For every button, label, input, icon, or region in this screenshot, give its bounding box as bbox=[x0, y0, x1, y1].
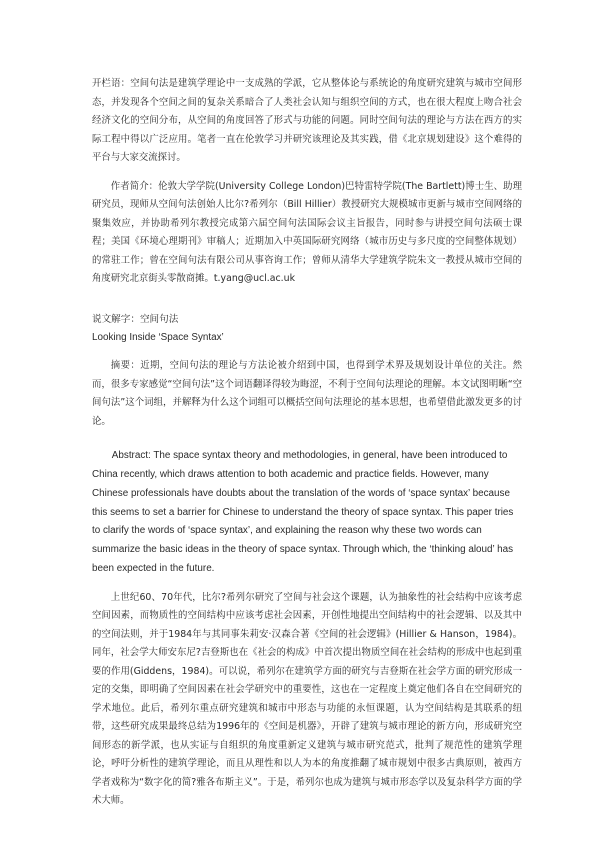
section-title-english: Looking Inside ‘Space Syntax’ bbox=[92, 331, 224, 343]
article-page bbox=[92, 75, 522, 811]
spacer bbox=[92, 579, 522, 589]
abstract-english-paragraph: Abstract: The space syntax theory and methodologies, in general, have been introduced to China recently, which draws attention to both academic and practice fields. However, many Chinese professionals have doubts about the translation of the words of ‘space syntax’ because this seems to set a barrier for Chinese to understand the theory of space syntax. This paper tries to clarify the words of ‘space syntax’, and explaining the reason why these two words can summarize the basic ideas in the theory of space syntax. Through which, the ‘thinking aloud’ has been expected in the future. bbox=[92, 450, 514, 575]
column-intro-paragraph: 开栏语：空间句法是建筑学理论中一支成熟的学派，它从整体论与系统论的角度研究建筑与城市空间形态，并发现各个空间之间的复杂关系暗合了人类社会认知与组织空间的方式，也在很大程度上吻合社会经济文化的空间分布，从空间的角度回答了形式与功能的问题。同时空间句法的理论与方法在西方的实际工程中得以广泛应用。笔者一直在伦敦学习并研究该理论及其实践，借《北京规划建设》这个难得的平台与大家交流探讨。 bbox=[92, 78, 522, 163]
spacer bbox=[92, 289, 522, 311]
author-bio-paragraph: 作者简介：伦敦大学学院(University College London)巴特雷特学院(The Bartlett)博士生、助理研究员，现师从空间句法创始人比尔?希列尔（Bill Hillier）教授研究大规模城市更新与城市空间网络的聚集效应，并协助希列尔教授完成第六届空间句法国际会议主旨报告，同时参与讲授空间句法硕士课程；美国《环境心理期刊》审稿人；近期加入中英国际研究网络（城市历史与多尺度的空间整体规划）的常驻工作；曾在空间句法有限公司从事咨询工作；曾师从清华大学建筑学院朱文一教授从城市空间的角度研究北京街头零散商摊。t.yang@ucl.ac.uk bbox=[92, 180, 522, 284]
abstract-chinese-paragraph: 摘要：近期，空间句法的理论与方法论被介绍到中国，也得到学术界及规划设计单位的关注。然而，很多专家感觉“空间句法”这个词语翻译得较为晦涩，不利于空间句法理论的理解。本文试图明晰“空间句法”这个词组，并解释为什么这个词组可以概括空间句法理论的基本思想，也希望借此激发更多的讨论。 bbox=[92, 360, 522, 427]
spacer bbox=[92, 347, 522, 357]
spacer bbox=[92, 168, 522, 178]
body-paragraph: 上世纪60、70年代，比尔?希列尔研究了空间与社会这个课题，认为抽象性的社会结构中应该考虑空间因素，而物质性的空间结构中应该考虑社会因素，开创性地提出空间结构中的社会逻辑、以及其中的空间法则，并于1984年与其同事朱莉安·汉森合著《空间的社会逻辑》(Hillier & Hanson，1984)。同年，社会学大师安东尼?吉登斯也在《社会的构成》中首次提出物质空间在社会结构的形成中也起到重要的作用(Giddens，1984)。可以说，希列尔在建筑学方面的研究与吉登斯在社会学方面的研究形成一定的交集，即明确了空间因素在社会学研究中的重要性，这也在一定程度上奠定他们各自在空间研究的学术地位。此后，希列尔重点研究建筑和城市中形态与功能的永恒课题，认为空间结构是其联系的纽带，这些研究成果最终总结为1996年的《空间是机器》，开辟了建筑与城市理论的新方向，形成研究空间形态的新学派，也从实证与自组织的角度重新定义建筑与城市研究范式，批判了规范性的建筑学理论，呼吁分析性的建筑学理论，而且从理性和以人为本的角度推翻了城市规划中很多古典原则，被西方学者戏称为“数字化的简?雅各布斯主义”。于是，希列尔也成为建筑与城市形态学以及复杂科学方面的学术大师。 bbox=[92, 591, 522, 807]
spacer bbox=[92, 431, 522, 447]
section-title-chinese: 说文解字：空间句法 bbox=[92, 313, 179, 325]
